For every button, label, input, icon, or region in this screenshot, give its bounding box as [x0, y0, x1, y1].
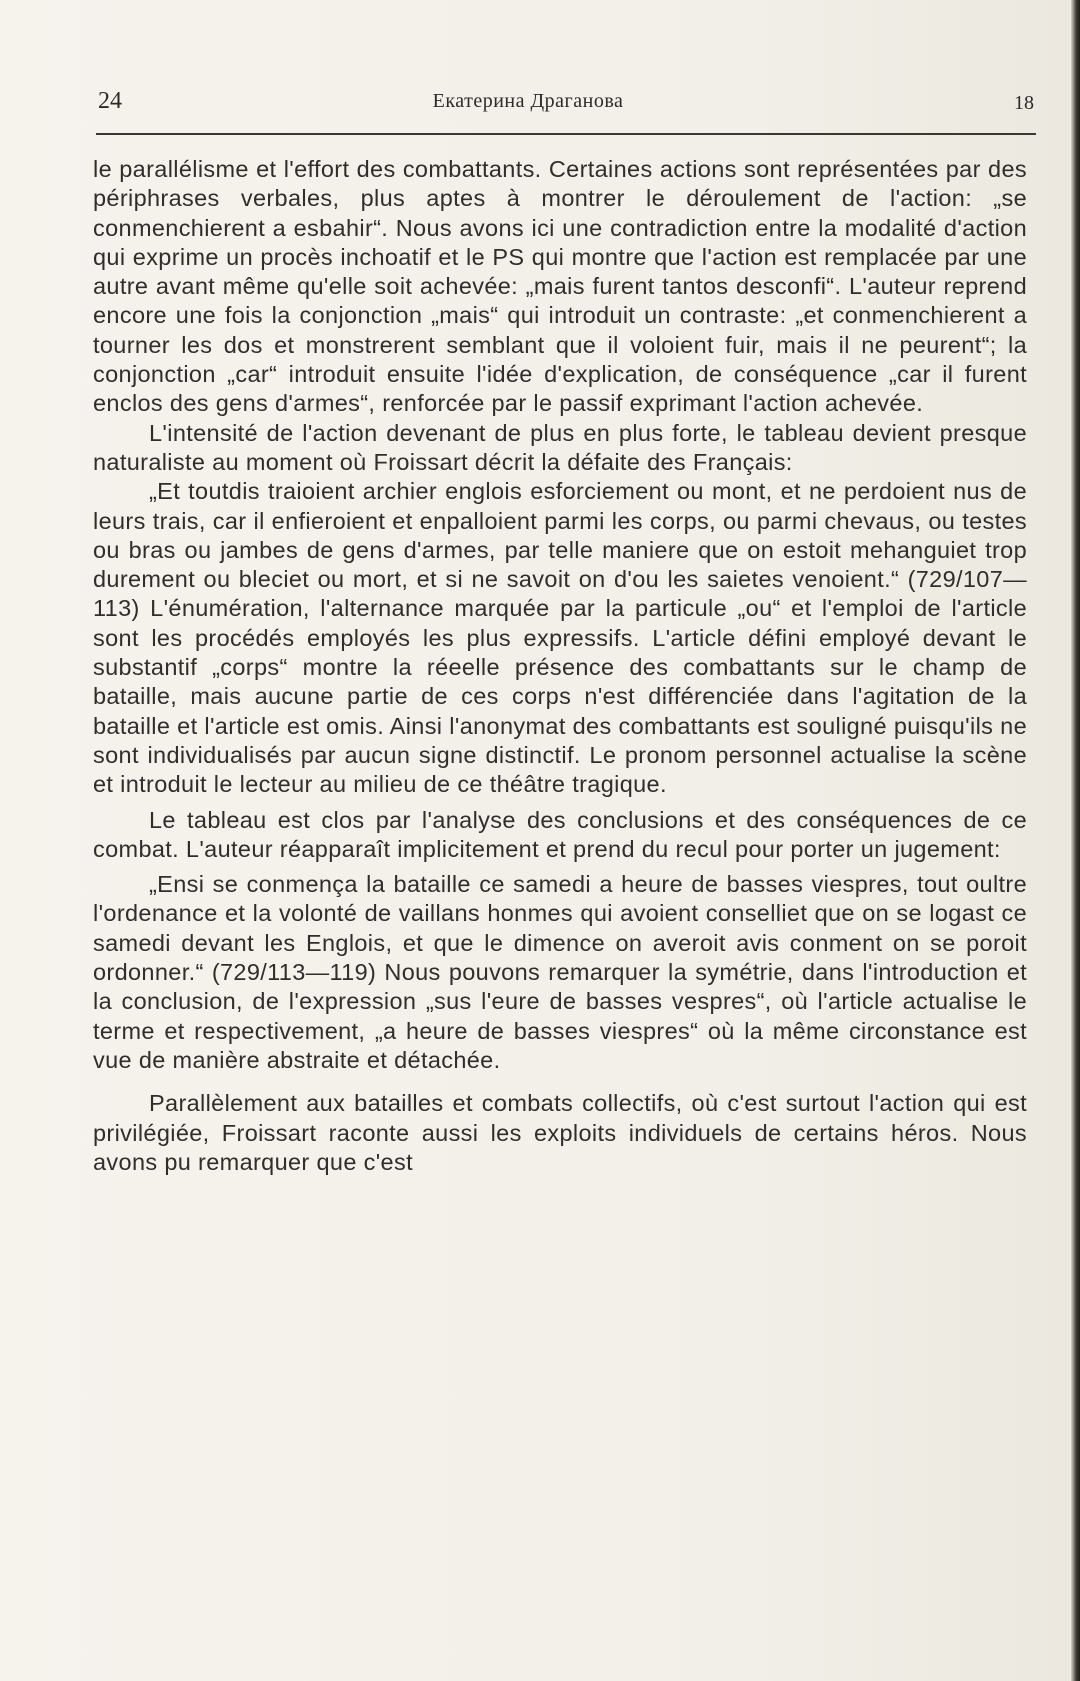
- page-header: [98, 88, 1034, 122]
- paragraph: le parallélisme et l'effort des combattants. Certaines actions sont représentées par des périphrases verbales, plus aptes à montrer le déroulement de l'action: „se conmenchierent a esbahir“. Nous avons ici une contradiction entre la modalité d'action qui exprime un procès inchoatif et le PS qui montre que l'action est remplacée par une autre avant même qu'elle soit achevée: „mais furent tantos desconfi“. L'auteur reprend encore une fois la conjonction „mais“ qui introduit un contraste: „et conmenchierent a tourner les dos et monstrerent semblant que il voloient fuir, mais il ne peurent“; la conjonction „car“ introduit ensuite l'idée d'explication, de conséquence „car il furent enclos des gens d'armes“, renforcée par le passif exprimant l'action achevée.: [93, 156, 1027, 417]
- paragraph: Parallèlement aux batailles et combats collectifs, où c'est surtout l'action qui est privilégiée, Froissart raconte aussi les exploits individuels de certains héros. Nous avons pu remarquer que c'est: [93, 1090, 1027, 1175]
- quote-paragraph: „Ensi se conmença la bataille ce samedi a heure de basses viespres, tout oultre l'ordenance et la volonté de vaillans honmes qui avoient conselliet que on se logast ce samedi devant les Englois, et que le dimence on averoit avis conment on se poroit ordonner.“ (729/113—119) Nous pouvons remarquer la symétrie, dans l'introduction et la conclusion, de l'expression „sus l'eure de basses vespres“, où l'article actualise le terme et respectivement, „a heure de basses viespres“ où la même circonstance est vue de manière abstraite et détachée.: [93, 871, 1027, 1073]
- header-rule: [96, 133, 1036, 135]
- signature-mark: 18: [1014, 92, 1034, 114]
- body-text: [93, 155, 1027, 1177]
- paragraph: L'intensité de l'action devenant de plus en plus forte, le tableau devient presque naturaliste au moment où Froissart décrit la défaite des Français:: [93, 419, 1027, 475]
- book-spine-edge: [1071, 0, 1080, 1681]
- paragraph: Le tableau est clos par l'analyse des conclusions et des conséquences de ce combat. L'auteur réapparaît implicitement et prend du recul pour porter un jugement:: [93, 806, 1027, 862]
- running-head: Екатерина Драганова: [432, 90, 624, 112]
- quote-paragraph: „Et toutdis traioient archier englois esforciement ou mont, et ne perdoient nus de leurs trais, car il enfieroient et enpalloient parmi les corps, ou parmi chevaus, ou testes ou bras ou jambes de gens d'armes, par telle maniere que on estoit mehanguiet trop durement ou bleciet ou mort, et si ne savoit on d'ou les saietes venoient.“ (729/107—113) L'énumération, l'alternance marquée par la particule „ou“ et l'emploi de l'article sont les procédés employés les plus expressifs. L'article défini employé devant le substantif „corps“ montre la réeelle présence des combattants sur le champ de bataille, mais aucune partie de ces corps n'est différenciée dans l'agitation de la bataille et l'article est omis. Ainsi l'anonymat des combattants est souligné puisqu'ils ne sont individualisés par aucun signe distinctif. Le pronom personnel actualise la scène et introduit le lecteur au milieu de ce théâtre tragique.: [93, 478, 1027, 798]
- page-number: 24: [98, 88, 122, 114]
